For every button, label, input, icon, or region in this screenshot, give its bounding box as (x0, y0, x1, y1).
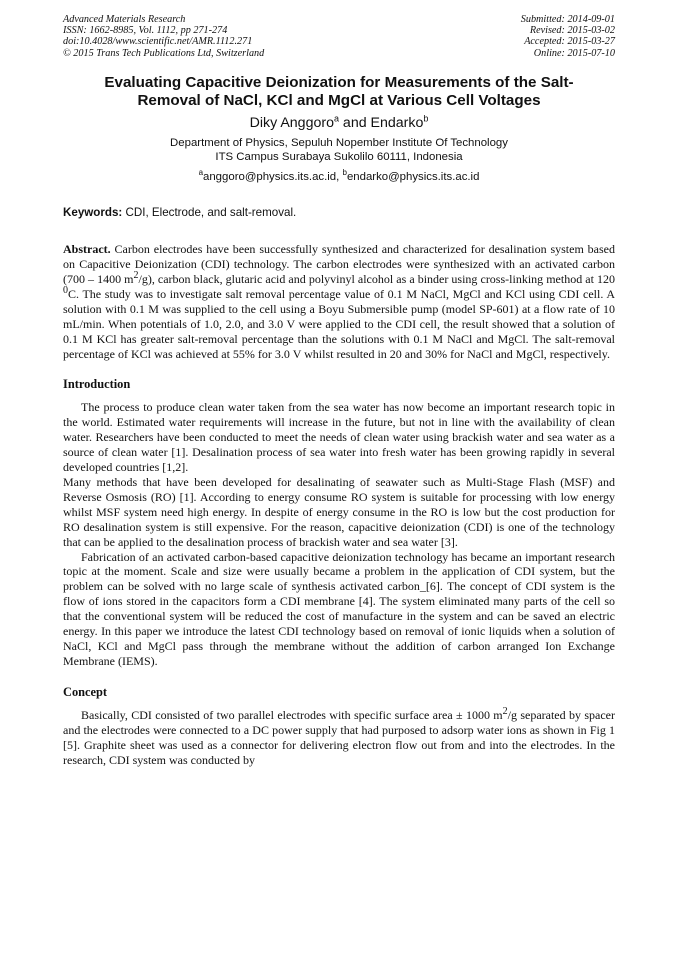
publication-dates (521, 14, 615, 59)
abstract-sup-degree: 0 (63, 284, 68, 296)
abstract-sup-area: 2 (133, 270, 139, 282)
date-online: Online: 2015-07-10 (533, 47, 615, 59)
author-1: Diky Anggoro (249, 114, 334, 131)
affiliation (63, 136, 615, 164)
abstract (63, 242, 615, 361)
abstract-text-3: C. The study was to investigate salt removal percentage value of 0.1 M NaCl, MgCl and KCl using CDI cell. A solution with 0.1 M was supplied to the cell using a Boyu Submersible pump (model SP-601) at a flow rate of 10 mL/min. When potentials of 1.0, 2.0, and 3.0 V were applied to the CDI cell, the result showed that a solution of 0.1 M KCl has greater salt-removal percentage than the solutions with 0.1 M NaCl and MgCl. The salt-removal percentage of KCl was achieved at 55% for 3.0 V whilst resulted in 20 and 30% for NaCl and MgCl, respectively. (63, 286, 615, 361)
date-revised: Revised: 2015-03-02 (529, 25, 615, 37)
concept-heading: Concept (63, 684, 108, 699)
affiliation-line-2: ITS Campus Surabaya Sukolilo 60111, Indonesia (215, 151, 463, 164)
keywords (63, 206, 615, 220)
paper-title (63, 74, 615, 110)
email-a-mark: a (198, 168, 204, 178)
concept-sup-area: 2 (502, 705, 508, 717)
keywords-text: CDI, Electrode, and salt-removal. (122, 206, 297, 220)
journal-copyright: © 2015 Trans Tech Publications Ltd, Switzerland (63, 47, 265, 59)
author-2-mark: b (423, 113, 429, 124)
introduction-heading: Introduction (63, 377, 131, 392)
paper-page (63, 14, 615, 767)
email-b-mark: b (342, 168, 347, 178)
email-a: anggoro@physics.its.ac.id, (203, 171, 343, 184)
introduction-paragraph-2: Many methods that have been developed for desalinating of seawater such as Multi-Stage Flash (MSF) and Reverse Osmosis (RO) [1]. According to energy consume RO system is suitable for processing with low energy whilst MSF system need high energy. In despite of energy consume in the RO is low but the cost production for RO desalination system is still expensive. For the reason, capacitive deionization (CDI) is one of the technology that can be applied to the desalination process of brackish water and sea water [3]. (63, 475, 615, 549)
date-submitted: Submitted: 2014-09-01 (520, 14, 615, 25)
journal-issn: ISSN: 1662-8985, Vol. 1112, pp 271-274 (63, 25, 228, 37)
title-line-2: Removal of NaCl, KCl and MgCl at Various Cell Voltages (137, 91, 541, 109)
author-list (63, 114, 615, 132)
journal-doi: doi:10.4028/www.scientific.net/AMR.1112.271 (63, 36, 253, 48)
abstract-label: Abstract. (63, 242, 111, 257)
author-conjunction: and (338, 114, 371, 131)
author-emails (63, 170, 615, 184)
author-1-mark: a (333, 113, 339, 124)
concept-paragraph (63, 705, 615, 768)
email-b: endarko@physics.its.ac.id (346, 171, 480, 184)
affiliation-line-1: Department of Physics, Sepuluh Nopember Institute Of Technology (170, 136, 508, 149)
concept-text-1: Basically, CDI consisted of two parallel electrodes with specific surface area ± 1000 m (81, 707, 503, 722)
keywords-label: Keywords: (63, 206, 123, 220)
journal-header (63, 14, 615, 59)
journal-name: Advanced Materials Research (63, 14, 186, 25)
introduction-paragraph-1: The process to produce clean water taken from the sea water has now become an important research topic in the world. Estimated water requirements will increase in the future, but not in line with the availability of clean water. Researchers have been conducted to meet the needs of clean water using brackish water and sea water as a source of clean water [1]. Desalination process of sea water into fresh water has been growing rapidly in several developed countries [1,2]. (63, 400, 615, 475)
title-line-1: Evaluating Capacitive Deionization for Measurements of the Salt- (104, 73, 574, 91)
author-2: Endarko (370, 114, 424, 131)
abstract-text-1: Carbon electrodes have been successfully synthesized and characterized for desalination system based on Capacitive Deionization (CDI) technology. The carbon electrodes were synthesized with an activated carbon (700 – 1400 m (63, 242, 615, 287)
concept-text-2: /g separated by spacer and the electrodes were connected to a DC power supply that had purposed to adsorp water ions as shown in Fig 1 [5]. Graphite sheet was used as a connector for delivering electron flow out from and into the electrodes. In the research, CDI system was conducted by (63, 707, 615, 767)
introduction-paragraph-3: Fabrication of an activated carbon-based capacitive deionization technology has became an important research topic at the moment. Scale and size were usually became a problem in the application of CDI system, but the problem can be solved with no large scale of synthesis activated carbon_[6]. The concept of CDI system is the flow of ions stored in the capacitors form a CDI membrane [4]. The system eliminated many parts of the cell so that the conventional system will be reduced the cost of manufacture in the system and can be saved an electric energy. In this paper we introduce the latest CDI technology based on removal of ionic liquids when a solution of NaCl, KCl and MgCl pass through the membrane without the addition of carbon arranged Ion Exchange Membrane (IEMS). (63, 549, 615, 668)
abstract-text-2: /g), carbon black, glutaric acid and polyvinyl alcohol as a binder using cross-linking method at 120 (138, 272, 615, 287)
journal-info (63, 14, 264, 59)
date-accepted: Accepted: 2015-03-27 (524, 36, 615, 48)
